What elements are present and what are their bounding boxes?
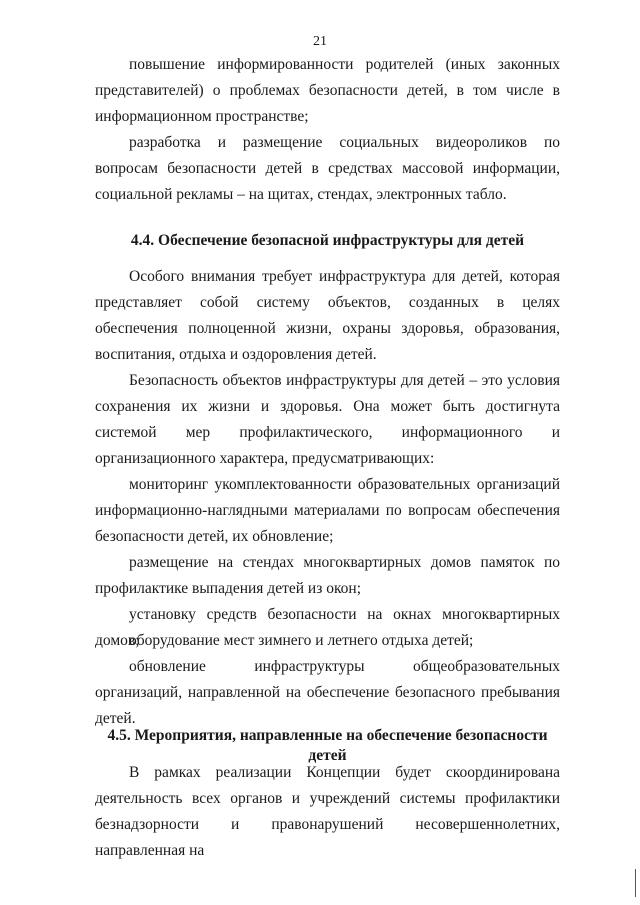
s45-paragraph-1: В рамках реализации Концепции будет скоординирована деятельность всех органов и учреждений системы профилактики безнадзорности и правонарушений несовершеннолетних, направленная на [95,764,560,859]
s44-paragraph-2: Безопасность объектов инфраструктуры для детей – это условия сохранения их жизни и здоровья. Она может быть достигнута системой мер профилактического, информационного и организационного характера, предусматривающих: [95,372,560,467]
section-4-4-heading-block [95,231,560,251]
s44-paragraph-7-block [95,654,560,732]
section-4-5-heading: 4.5. Мероприятия, направленные на обеспечение безопасности детей [107,727,548,764]
s44-paragraph-6-block [95,628,560,654]
s45-paragraph-1-block [95,760,560,864]
s44-paragraph-4-block [95,550,560,602]
intro-paragraph-2-block [95,130,560,208]
page-number: 21 [313,34,327,49]
s44-paragraph-3-block [95,472,560,550]
scan-edge-mark [635,869,636,897]
s44-list-item-stands: размещение на стендах многоквартирных домов памяток по профилактике выпадения детей из окон; [95,554,560,597]
s44-list-item-windows: установку средств безопасности на окнах многоквартирных домов; [95,606,560,649]
s44-paragraph-2-block [95,368,560,472]
s44-paragraph-1: Особого внимания требует инфраструктура для детей, которая представляет собой систему объектов, созданных в целях обеспечения полноценной жизни, охраны здоровья, образования, воспитания, отдыха и оздоровления детей. [95,268,560,363]
section-4-4-heading: 4.4. Обеспечение безопасной инфраструктуры для детей [130,232,525,249]
intro-paragraph-2: разработка и размещение социальных видеороликов по вопросам безопасности детей в средствах массовой информации, социальной рекламы – на щитах, стендах, электронных табло. [95,134,560,203]
intro-paragraph-1-block [95,52,560,130]
s44-list-item-infrastructure: обновление инфраструктуры общеобразовательных организаций, направленной на обеспечение безопасного пребывания детей. [95,658,560,727]
s44-paragraph-1-block [95,264,560,368]
s44-list-item-rest-places: оборудование мест зимнего и летнего отдыха детей; [129,632,474,649]
s44-list-item-monitoring: мониторинг укомплектованности образовательных организаций информационно-наглядными материалами по вопросам обеспечения безопасности детей, их обновление; [95,476,560,545]
intro-paragraph-1: повышение информированности родителей (иных законных представителей) о проблемах безопасности детей, в том числе в информационном пространстве; [95,56,560,125]
